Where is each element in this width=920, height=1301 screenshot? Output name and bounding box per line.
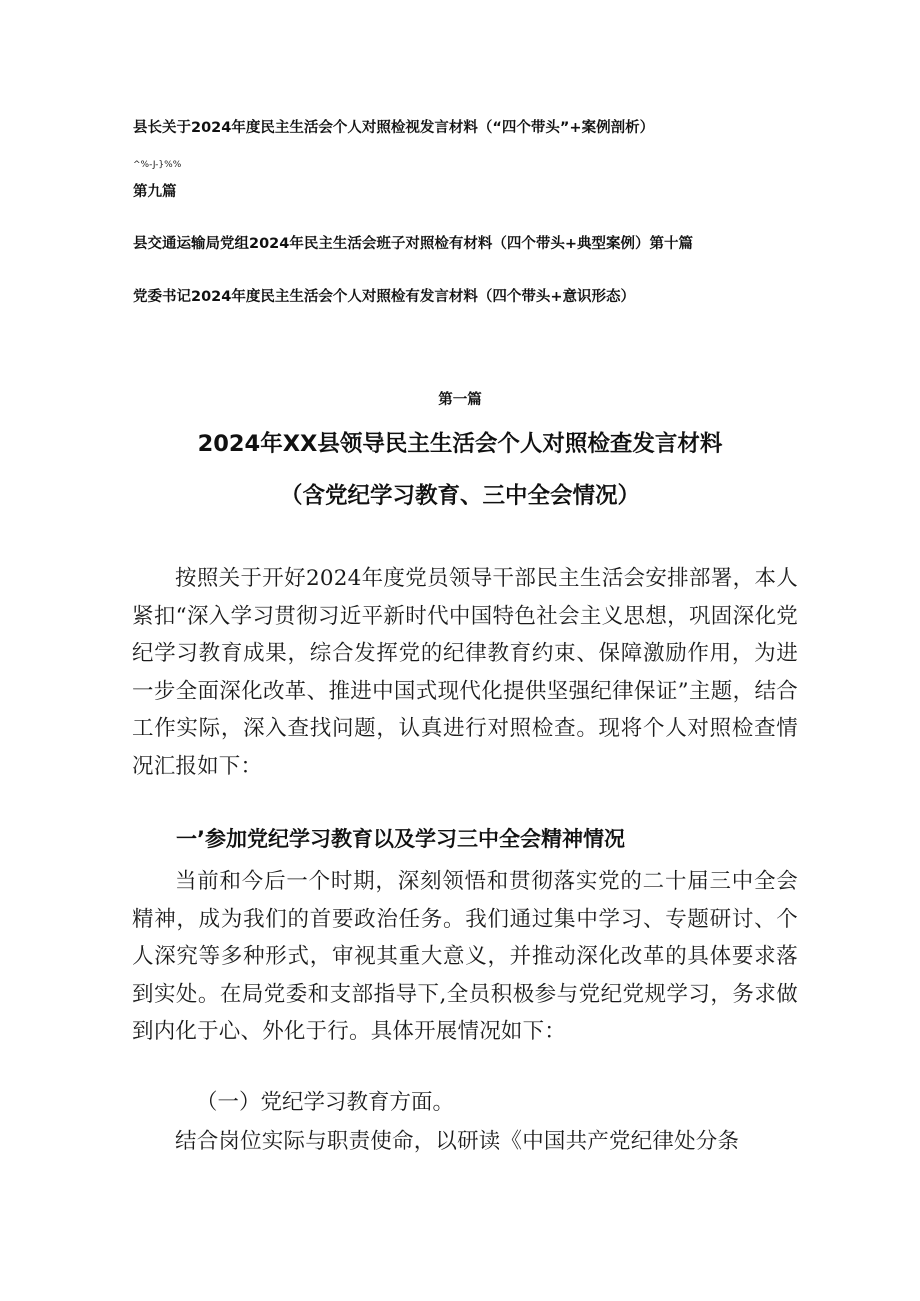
subsection-1-paragraph: 结合岗位实际与职责使命，以研读《中国共产党纪律处分条 (175, 1129, 740, 1154)
toc-line-2: 第九篇 (133, 184, 177, 200)
section-1-paragraph-block (132, 863, 798, 1051)
document-label: 第一篇 (438, 392, 482, 408)
toc-line-3: 县交通运输局党组2024年民主生活会班子对照检有材料（四个带头+典型案例）第十篇 (133, 236, 694, 252)
toc-line-4: 党委书记2024年度民主生活会个人对照检有发言材料（四个带头+意识形态） (133, 289, 636, 305)
document-title-line-1: 2024年XX县领导民主生活会个人对照检查发言材料 (197, 431, 723, 457)
section-1-heading: 一’参加党纪学习教育以及学习三中全会精神情况 (176, 827, 625, 851)
toc-line-1: 县长关于2024年度民主生活会个人对照检视发言材料（“四个带头”+案例剖析） (133, 120, 655, 136)
intro-paragraph: 按照关于开好2024年度党员领导干部民主生活会安排部署，本人紧扣“深入学习贯彻习近平新时代中国特色社会主义思想，巩固深化党纪学习教育成果，综合发挥党的纪律教育约束、保障激励作用，为进一步全面深化改革、推进中国式现代化提供坚强纪律保证”主题，结合工作实际，深入查找问题，认真进行对照检查。现将个人对照检查情况汇报如下： (132, 566, 798, 779)
document-title-line-2: （含党纪学习教育、三中全会情况） (279, 483, 640, 509)
intro-paragraph-block (132, 560, 798, 785)
subsection-1-heading: （一）党纪学习教育方面。 (196, 1090, 455, 1115)
toc-garbled-text: ^%-J-}%% (133, 160, 182, 170)
section-1-paragraph: 当前和今后一个时期，深刻领悟和贯彻落实党的二十届三中全会精神，成为我们的首要政治任务。我们通过集中学习、专题研讨、个人深究等多种形式，审视其重大意义，并推动深化改革的具体要求落到实处。在局党委和支部指导下,全员积极参与党纪党规学习，务求做到内化于心、外化于行。具体开展情况如下： (132, 869, 798, 1044)
subsection-1-paragraph-block (132, 1123, 798, 1161)
